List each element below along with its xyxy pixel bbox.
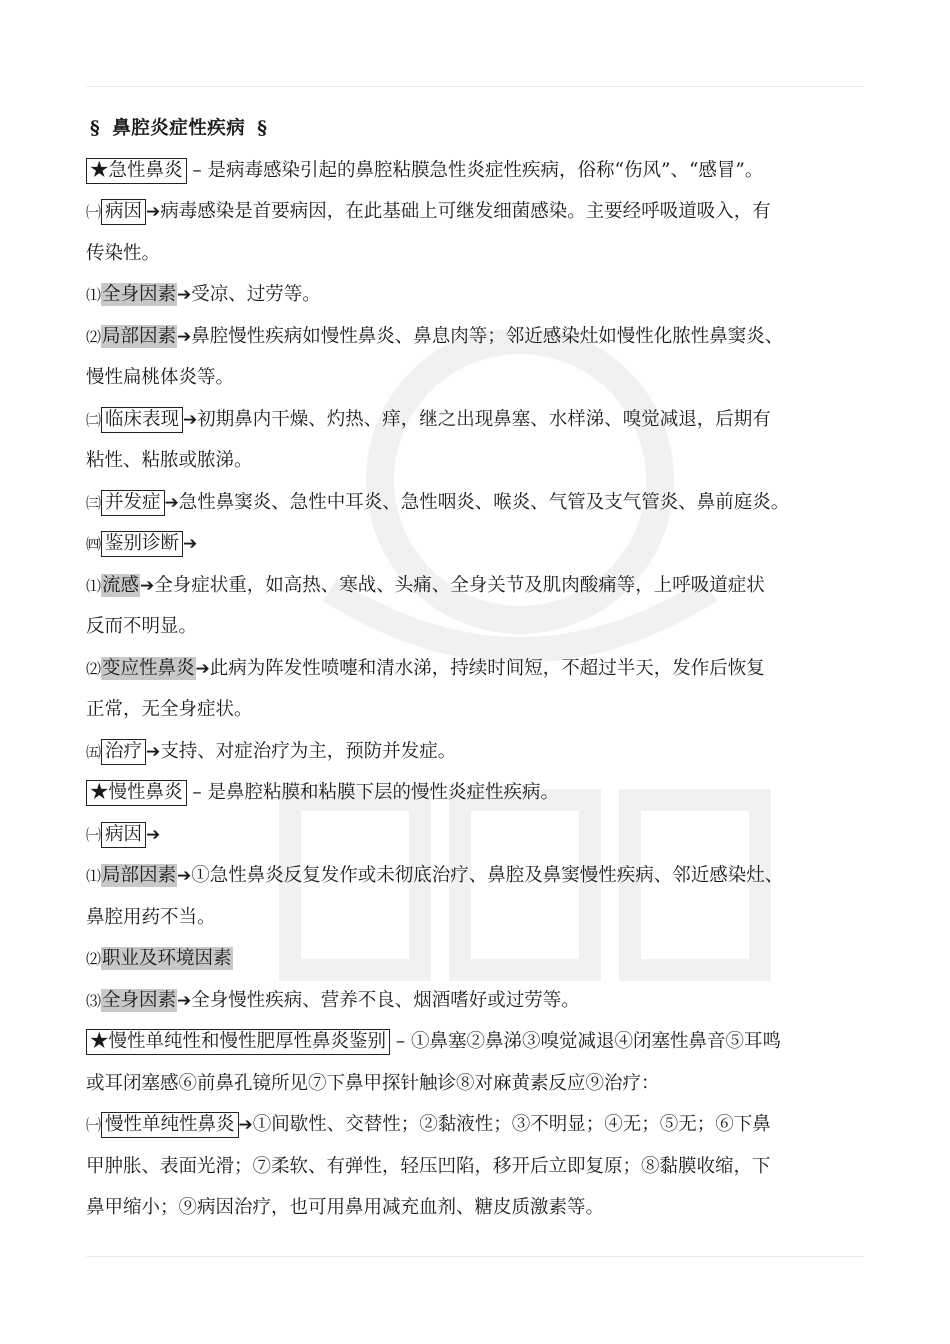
page-title <box>86 108 881 150</box>
body-text: 鼻甲缩小；⑨病因治疗，也可用鼻用减充血剂、糖皮质激素等。 <box>86 1197 605 1218</box>
body-text: 全身慢性疾病、营养不良、烟酒嗜好或过劳等。 <box>191 989 580 1011</box>
text-line <box>86 523 881 565</box>
body-text: 甲肿胀、表面光滑；⑦柔软、有弹性，轻压凹陷，移开后立即复原；⑧黏膜收缩，下 <box>86 1155 771 1177</box>
footer-rule <box>86 1256 864 1257</box>
arrow-icon: ➔ <box>146 741 161 762</box>
text-line <box>86 274 881 316</box>
body-text: – 是鼻腔粘膜和粘膜下层的慢性炎症性疾病。 <box>186 782 560 803</box>
text-line <box>86 606 881 648</box>
text-line <box>86 316 881 358</box>
highlight-term: 全身因素 <box>102 284 177 305</box>
text-line <box>86 1104 881 1146</box>
body-text: 慢性扁桃体炎等。 <box>86 367 235 388</box>
body-text: 或耳闭塞感⑥前鼻孔镜所见⑦下鼻甲探针触诊⑧对麻黄素反应⑨治疗： <box>86 1072 660 1094</box>
text-line <box>86 191 881 233</box>
text-line <box>86 731 881 773</box>
list-number: ⑴ <box>86 286 102 304</box>
body-text: 病毒感染是首要病因，在此基础上可继发细菌感染。主要经呼吸道吸入，有 <box>160 201 771 222</box>
text-line <box>86 938 881 980</box>
arrow-icon: ➔ <box>238 1115 253 1135</box>
list-number: ㈡ <box>86 410 102 429</box>
highlight-term: 全身因素 <box>102 989 177 1011</box>
subheading-box: 病因 <box>101 822 146 848</box>
section-mark-right: § <box>257 118 268 139</box>
header-rule <box>86 86 864 87</box>
subheading-box: 慢性单纯性鼻炎 <box>101 1112 239 1138</box>
body-text: 反而不明显。 <box>86 616 198 637</box>
body-text: 传染性。 <box>86 242 161 264</box>
text-lines <box>86 150 881 1229</box>
text-line <box>86 440 881 482</box>
arrow-icon: ➔ <box>177 866 192 886</box>
subheading-box: 临床表现 <box>101 407 183 433</box>
body-text: 正常，无全身症状。 <box>86 699 253 720</box>
body-text: – ①鼻塞②鼻涕③嗅觉减退④闭塞性鼻音⑤耳鸣 <box>390 1031 782 1052</box>
body-text: 支持、对症治疗为主，预防并发症。 <box>160 740 457 762</box>
highlight-term: 职业及环境因素 <box>102 948 232 969</box>
list-number: ㈢ <box>86 493 102 512</box>
body-text: 急性鼻窦炎、急性中耳炎、急性咽炎、喉炎、气管及支气管炎、鼻前庭炎。 <box>178 491 790 513</box>
arrow-icon: ➔ <box>177 285 192 305</box>
body-text: 粘性、粘脓或脓涕。 <box>86 450 253 471</box>
arrow-icon: ➔ <box>146 824 161 845</box>
list-number: ㈠ <box>86 825 102 844</box>
list-number: ㈤ <box>86 742 102 761</box>
title-text: 鼻腔炎症性疾病 <box>112 118 246 139</box>
list-number: ⑴ <box>86 867 102 885</box>
text-line <box>86 1187 881 1229</box>
body-text: – 是病毒感染引起的鼻腔粘膜急性炎症性疾病，俗称“伤风”、“感冒”。 <box>186 159 764 181</box>
subheading-box: 并发症 <box>101 490 165 516</box>
list-number: ⑵ <box>86 950 102 968</box>
text-line <box>86 897 881 939</box>
subheading-box: 鉴别诊断 <box>101 531 183 557</box>
arrow-icon: ➔ <box>183 534 198 554</box>
text-line <box>86 855 881 897</box>
text-line <box>86 772 881 814</box>
text-line <box>86 1021 881 1063</box>
arrow-icon: ➔ <box>146 202 161 222</box>
subheading-box: 治疗 <box>101 739 146 765</box>
arrow-icon: ➔ <box>177 990 192 1011</box>
text-line <box>86 357 881 399</box>
text-line <box>86 689 881 731</box>
highlight-term: 局部因素 <box>102 325 177 347</box>
highlight-term: 流感 <box>102 574 140 596</box>
text-line <box>86 1146 881 1188</box>
arrow-icon: ➔ <box>140 575 155 596</box>
body-text: 全身症状重，如高热、寒战、头痛、全身关节及肌肉酸痛等，上呼吸道症状 <box>154 574 765 596</box>
text-line <box>86 233 881 275</box>
text-line <box>86 399 881 441</box>
highlight-term: 局部因素 <box>102 865 177 886</box>
body-text: 鼻腔用药不当。 <box>86 906 216 928</box>
list-number: ⑴ <box>86 576 102 595</box>
body-text: 鼻腔慢性疾病如慢性鼻炎、鼻息肉等；邻近感染灶如慢性化脓性鼻窦炎、 <box>191 325 784 347</box>
heading-box: ★慢性鼻炎 <box>86 780 187 806</box>
arrow-icon: ➔ <box>177 326 192 347</box>
list-number: ⑶ <box>86 991 102 1010</box>
text-line <box>86 980 881 1022</box>
section-mark-left: § <box>90 118 101 139</box>
body-text: 初期鼻内干燥、灼热、痒，继之出现鼻塞、水样涕、嗅觉减退，后期有 <box>197 408 771 430</box>
arrow-icon: ➔ <box>164 492 179 513</box>
document-body <box>86 108 881 1229</box>
text-line <box>86 1063 881 1105</box>
arrow-icon: ➔ <box>195 658 210 679</box>
body-text: ①间歇性、交替性；②黏液性；③不明显；④无；⑤无；⑥下鼻 <box>252 1114 771 1135</box>
text-line <box>86 565 881 607</box>
text-line <box>86 482 881 524</box>
body-text: ①急性鼻炎反复发作或未彻底治疗、鼻腔及鼻窦慢性疾病、邻近感染灶、 <box>191 865 784 886</box>
list-number: ⑵ <box>86 659 102 678</box>
body-text: 受凉、过劳等。 <box>191 284 321 305</box>
body-text: 此病为阵发性喷嚏和清水涕，持续时间短，不超过半天，发作后恢复 <box>209 657 765 679</box>
list-number: ㈠ <box>86 203 102 221</box>
subheading-box: 病因 <box>101 199 146 225</box>
heading-box: ★急性鼻炎 <box>86 158 187 184</box>
highlight-term: 变应性鼻炎 <box>102 657 195 679</box>
list-number: ㈣ <box>86 535 102 553</box>
text-line <box>86 814 881 856</box>
text-line <box>86 150 881 192</box>
list-number: ㈠ <box>86 1116 102 1134</box>
heading-box: ★慢性单纯性和慢性肥厚性鼻炎鉴别 <box>86 1029 390 1055</box>
list-number: ⑵ <box>86 327 102 346</box>
text-line <box>86 648 881 690</box>
arrow-icon: ➔ <box>183 409 198 430</box>
